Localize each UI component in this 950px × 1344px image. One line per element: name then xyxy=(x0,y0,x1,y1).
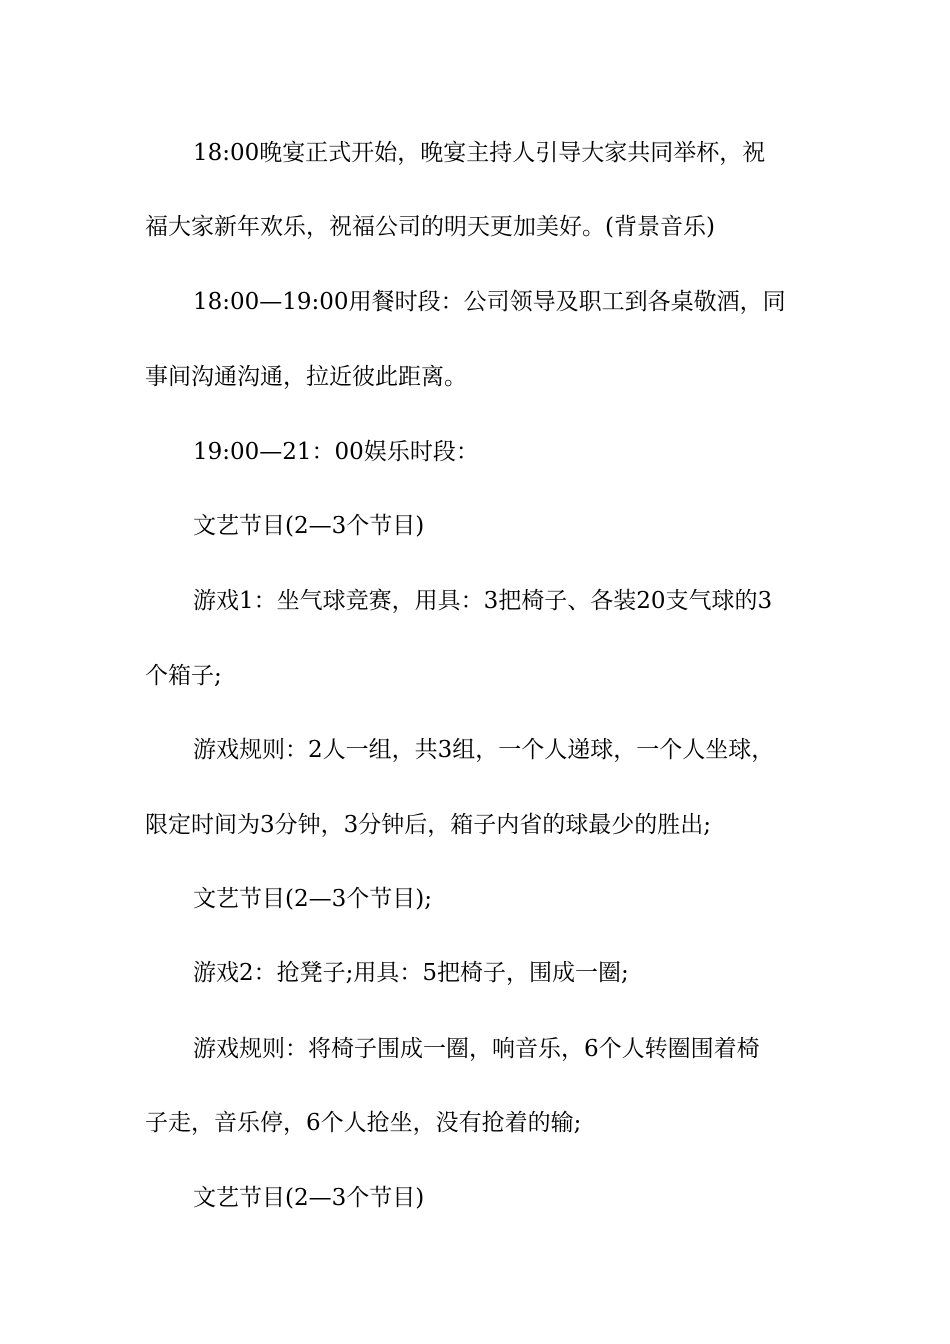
text-line-7: 游戏1：坐气球竞赛，用具：3把椅子、各装20支气球的3 xyxy=(193,588,773,614)
text-line-2: 福大家新年欢乐，祝福公司的明天更加美好。(背景音乐) xyxy=(145,214,715,240)
text-line-15: 文艺节目(2—3个节目) xyxy=(193,1185,425,1211)
text-line-4: 事间沟通沟通，拉近彼此距离。 xyxy=(145,364,467,390)
text-line-8: 个箱子; xyxy=(145,663,222,689)
text-line-6: 文艺节目(2—3个节目) xyxy=(193,513,425,539)
text-line-5: 19:00—21：00娱乐时段： xyxy=(193,439,479,465)
text-line-3: 18:00—19:00用餐时段：公司领导及职工到各桌敬酒，同 xyxy=(193,289,786,315)
text-line-13: 游戏规则：将椅子围成一圈，响音乐，6个人转圈围着椅 xyxy=(193,1036,760,1062)
text-line-11: 文艺节目(2—3个节目); xyxy=(193,886,432,912)
text-line-9: 游戏规则：2人一组，共3组，一个人递球，一个人坐球， xyxy=(193,737,775,763)
text-line-10: 限定时间为3分钟，3分钟后，箱子内省的球最少的胜出; xyxy=(145,812,712,838)
text-line-1: 18:00晚宴正式开始，晚宴主持人引导大家共同举杯，祝 xyxy=(193,140,766,166)
text-line-14: 子走，音乐停，6个人抢坐，没有抢着的输; xyxy=(145,1110,582,1136)
text-line-12: 游戏2：抢凳子;用具：5把椅子，围成一圈; xyxy=(193,960,629,986)
